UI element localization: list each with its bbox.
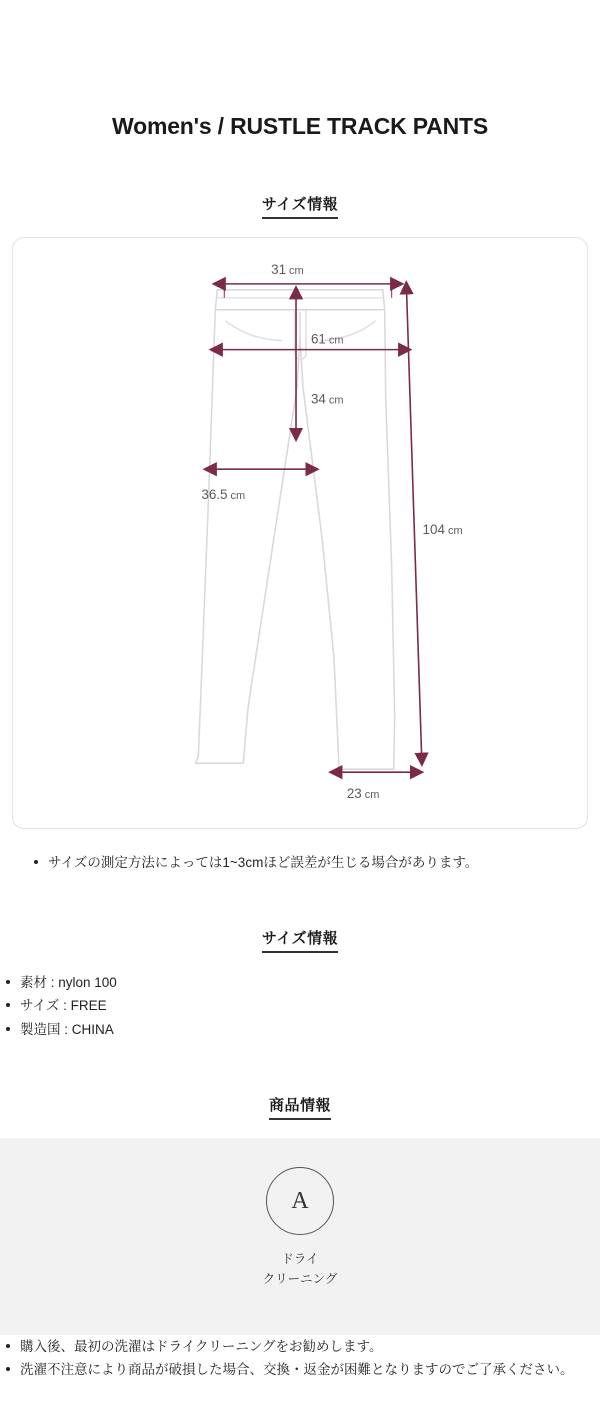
size-diagram-box: [12, 237, 588, 829]
size-note-item: サイズの測定方法によっては1~3cmほど誤差が生じる場合があります。: [28, 851, 572, 875]
size-section-heading: [0, 193, 600, 219]
care-label-line1: ドライ: [281, 1251, 319, 1266]
care-instruction-label: [0, 1249, 600, 1290]
measure-label-length: 104 cm: [422, 521, 463, 537]
product-section-heading: [0, 1094, 600, 1120]
measure-label-thigh: 36.5 cm: [201, 487, 246, 503]
care-label-line2: クリーニング: [262, 1272, 338, 1287]
size-note-block: [28, 851, 572, 875]
product-detail-page: [0, 15, 600, 1405]
care-instruction-box: [0, 1138, 600, 1335]
care-note-item: 洗濯不注意により商品が破損した場合、交換・返金が困難となりますのでご了承ください。: [0, 1358, 600, 1382]
spec-item-material: 素材 : nylon 100: [0, 971, 600, 995]
size-diagram: [13, 238, 587, 828]
size-section-heading-label: サイズ情報: [262, 193, 338, 219]
spec-item-origin: 製造国 : CHINA: [0, 1018, 600, 1042]
dry-clean-icon-glyph: A: [291, 1187, 309, 1214]
care-instruction-content: [0, 1167, 600, 1290]
measure-label-rise: 34 cm: [310, 391, 344, 407]
size-note-list: [28, 851, 572, 875]
spec-section-heading-label: サイズ情報: [262, 927, 338, 953]
spec-item-size: サイズ : FREE: [0, 994, 600, 1018]
product-section-heading-label: 商品情報: [269, 1094, 331, 1120]
measure-label-waist: 31 cm: [271, 261, 304, 277]
measure-label-hem: 23 cm: [346, 786, 380, 802]
care-notes-list: [0, 1335, 600, 1382]
measure-label-hip: 61 cm: [310, 331, 344, 347]
page-title: Women's / RUSTLE TRACK PANTS: [112, 113, 488, 140]
dry-clean-icon: [266, 1167, 334, 1235]
spec-list: [0, 971, 600, 1042]
care-note-item: 購入後、最初の洗濯はドライクリーニングをお勧めします。: [0, 1335, 600, 1359]
spec-section-heading: [0, 927, 600, 953]
